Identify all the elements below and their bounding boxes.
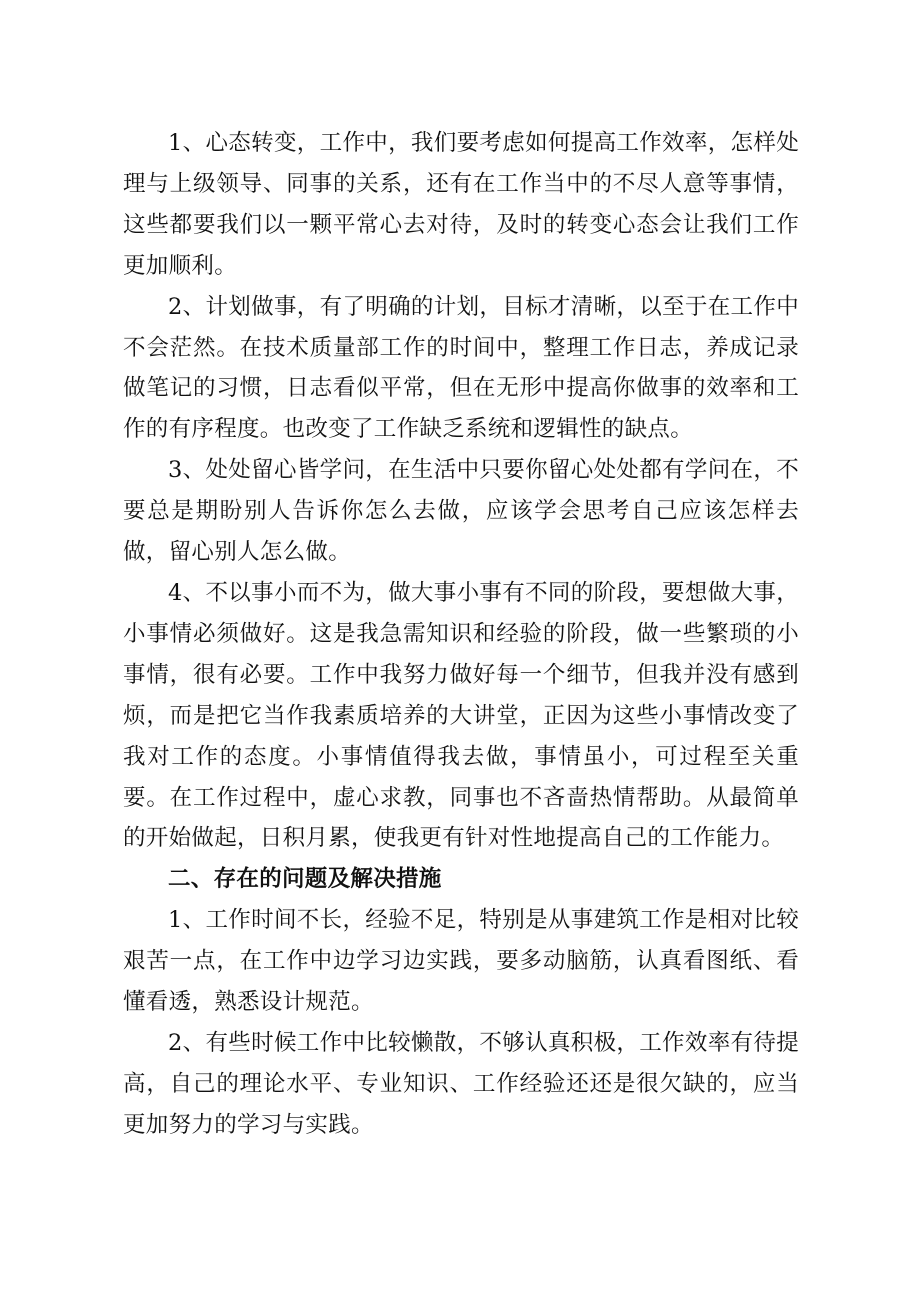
paragraph-lack-experience: 1、工作时间不长，经验不足，特别是从事建筑工作是相对比较艰苦一点，在工作中边学习边实践，要多动脑筋，认真看图纸、看懂看透，熟悉设计规范。 bbox=[123, 907, 799, 1016]
section-heading-problems-solutions: 二、存在的问题及解决措施 bbox=[168, 866, 442, 893]
paragraph-mindset-change: 1、心态转变，工作中，我们要考虑如何提高工作效率，怎样处理与上级领导、同事的关系，还有在工作当中的不尽人意等事情，这些都要我们以一颗平常心去对待，及时的转变心态会让我们工作更加顺利。 bbox=[123, 130, 799, 279]
paragraph-attentive-learning: 3、处处留心皆学问，在生活中只要你留心处处都有学问在，不要总是期盼别人告诉你怎么去做，应该学会思考自己应该怎样去做，留心别人怎么做。 bbox=[123, 457, 799, 566]
document-body bbox=[123, 123, 799, 1146]
paragraph-work-attitude: 2、有些时候工作中比较懒散，不够认真积极，工作效率有待提高，自己的理论水平、专业知识、工作经验还还是很欠缺的，应当更加努力的学习与实践。 bbox=[123, 1029, 799, 1138]
paragraph-planned-work: 2、计划做事，有了明确的计划，目标才清晰，以至于在工作中不会茫然。在技术质量部工作的时间中，整理工作日志，养成记录做笔记的习惯，日志看似平常，但在无形中提高你做事的效率和工作的有序程度。也改变了工作缺乏系统和逻辑性的缺点。 bbox=[123, 293, 799, 443]
paragraph-small-tasks: 4、不以事小而不为，做大事小事有不同的阶段，要想做大事，小事情必须做好。这是我急需知识和经验的阶段，做一些繁琐的小事情，很有必要。工作中我努力做好每一个细节，但我并没有感到烦，而是把它当作我素质培养的大讲堂，正因为这些小事情改变了我对工作的态度。小事情值得我去做，事情虽小，可过程至关重要。在工作过程中，虚心求教，同事也不吝啬热情帮助。从最简单的开始做起，日积月累，使我更有针对性地提高自己的工作能力。 bbox=[123, 579, 799, 852]
